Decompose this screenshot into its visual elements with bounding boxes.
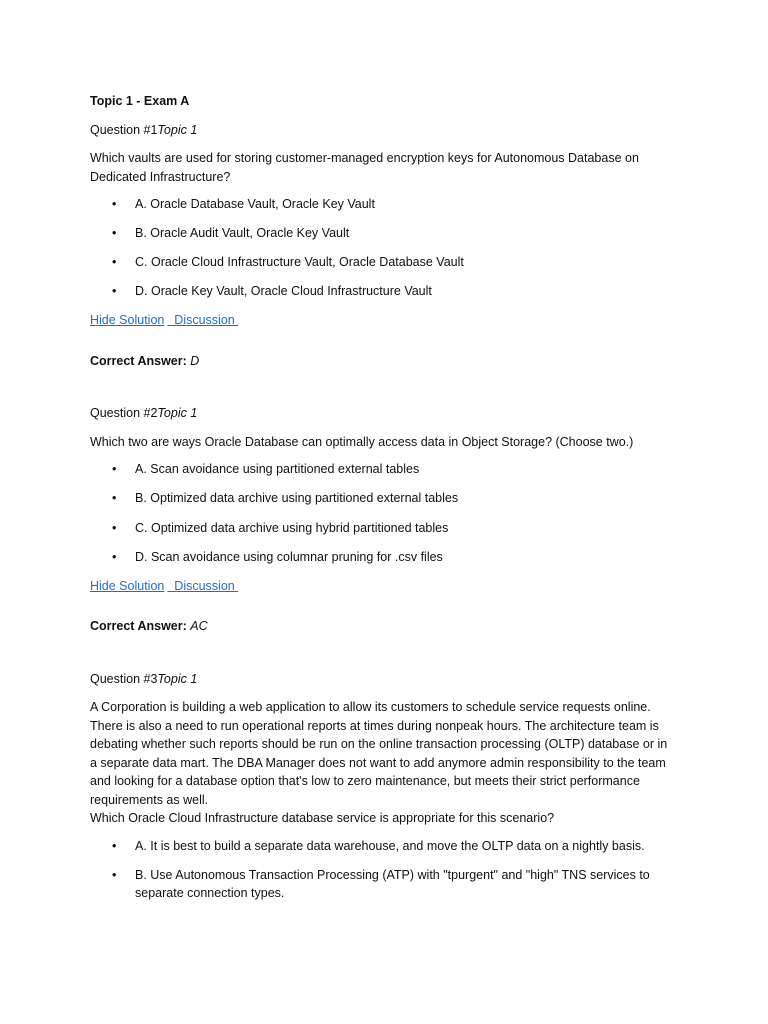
discussion-link[interactable]: Discussion [167,578,239,593]
bullet-icon: • [112,520,117,535]
question-text-line: debating whether such reports should be run on the online transaction processing (OLTP) database or in [90,737,668,752]
question-text-line: There is also a need to run operational reports at times during nonpeak hours. The architecture team is [90,718,659,733]
solution-links [90,311,690,330]
correct-answer [90,617,690,636]
correct-answer-label: Correct Answer: [90,619,187,634]
question-number: Question #1 [90,122,158,137]
question-text-line: requirements as well. [90,792,209,807]
option-item [90,837,690,856]
question-text-line: Which Oracle Cloud Infrastructure database service is appropriate for this scenario? [90,811,555,826]
question-topic: Topic 1 [157,406,198,421]
option-text: A. Oracle Database Vault, Oracle Key Vault [135,197,375,211]
question-text: Which vaults are used for storing customer-managed encryption keys for Autonomous Database on Dedicated Infrastructure? [90,151,639,184]
option-item [90,489,690,508]
options-list [90,837,690,903]
bullet-icon: • [112,867,117,882]
option-item [90,282,690,301]
option-text: A. Scan avoidance using partitioned external tables [135,462,420,477]
correct-answer-value: AC [190,619,208,634]
option-text: C. Oracle Cloud Infrastructure Vault, Oracle Database Vault [135,255,464,270]
hide-solution-link[interactable]: Hide Solution [90,313,165,328]
bullet-icon: • [112,462,117,477]
option-text: B. Optimized data archive using partitioned external tables [135,491,459,506]
question-text-line: A Corporation is building a web application to allow its customers to schedule service requests online. [90,700,651,715]
option-item [90,866,690,903]
question-block-2 [90,404,690,635]
question-block-3 [90,670,690,903]
question-heading [90,670,690,689]
hide-solution-link[interactable]: Hide Solution [90,578,165,593]
question-heading [90,404,690,423]
document-content [90,92,690,913]
correct-answer-label: Correct Answer: [90,353,187,368]
option-item [90,195,690,214]
option-text: A. It is best to build a separate data warehouse, and move the OLTP data on a nightly basis. [135,838,645,853]
options-list [90,195,690,301]
question-text-line: and looking for a database option that's low to zero maintenance, but meets their strict performance [90,774,640,789]
discussion-link[interactable]: Discussion [167,313,239,328]
option-text: D. Scan avoidance using columnar pruning for .csv files [135,549,443,564]
bullet-icon: • [112,284,117,299]
bullet-icon: • [112,226,117,241]
bullet-icon: • [112,255,117,270]
question-topic: Topic 1 [157,122,198,137]
solution-links [90,577,690,596]
question-heading [90,121,690,140]
option-text: B. Oracle Audit Vault, Oracle Key Vault [135,226,350,241]
question-block-1 [90,121,690,371]
option-text: C. Optimized data archive using hybrid partitioned tables [135,520,449,535]
option-text: D. Oracle Key Vault, Oracle Cloud Infrastructure Vault [135,284,432,299]
correct-answer-value: D [190,353,200,368]
question-topic: Topic 1 [157,671,198,686]
option-item [90,224,690,243]
option-item [90,460,690,479]
option-item [90,548,690,567]
option-item [90,253,690,272]
correct-answer [90,352,690,371]
question-text-line: a separate data mart. The DBA Manager does not want to add anymore admin responsibility to the team [90,755,666,770]
question-text [90,698,690,828]
question-text: Which two are ways Oracle Database can optimally access data in Object Storage? (Choose two.) [90,434,634,449]
topic-heading: Topic 1 - Exam A [90,94,190,108]
bullet-icon: • [112,491,117,506]
option-text: B. Use Autonomous Transaction Processing (ATP) with "tpurgent" and "high" TNS services to separate connection types. [135,867,650,901]
bullet-icon: • [112,549,117,564]
question-number: Question #2 [90,406,158,421]
question-number: Question #3 [90,671,158,686]
bullet-icon: • [112,838,117,853]
option-item [90,519,690,538]
bullet-icon: • [112,197,117,211]
options-list [90,460,690,566]
